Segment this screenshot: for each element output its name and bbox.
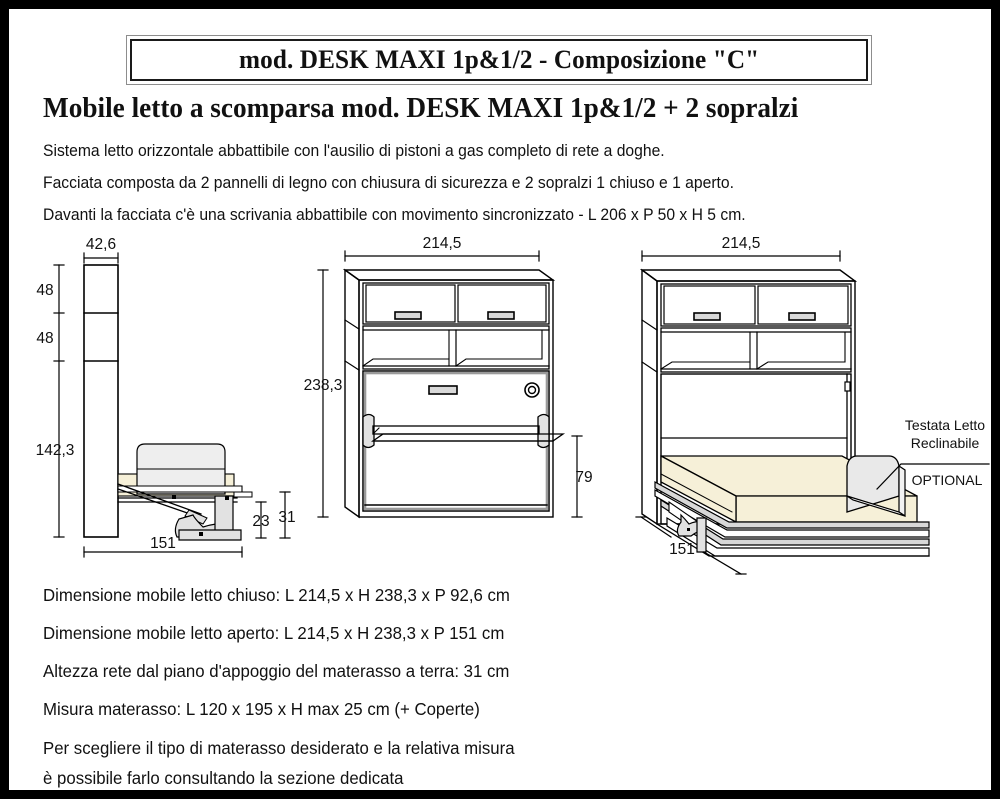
- dim-bed-height: 31: [278, 509, 296, 526]
- spec-line-2: Dimensione mobile letto aperto: L 214,5 x H 238,3 x P 151 cm: [43, 623, 505, 643]
- callout-line-1: Testata Letto: [904, 417, 986, 433]
- dim-open-depth-perspective: 151: [669, 541, 695, 558]
- dim-height-front: 238,3: [303, 377, 343, 394]
- dim-open-depth-side: 151: [150, 535, 176, 552]
- dim-upper-unit-2: 48: [36, 330, 54, 347]
- view-front-elevation: [301, 234, 611, 574]
- dim-width-front: 214,5: [422, 235, 462, 252]
- spec-line-4: Misura materasso: L 120 x 195 x H max 25 cm (+ Coperte): [43, 699, 480, 719]
- title-box-inner: [130, 39, 868, 81]
- dim-mattress-base: 23: [252, 513, 270, 530]
- description-line-2: Facciata composta da 2 pannelli di legno con chiusura di sicurezza e 2 sopralzi 1 chiuso e 1 aperto.: [43, 174, 734, 192]
- sheet-inner: [9, 9, 991, 790]
- spec-line-1: Dimensione mobile letto chiuso: L 214,5 x H 238,3 x P 92,6 cm: [43, 585, 510, 605]
- view-perspective-open: [609, 234, 1000, 584]
- dim-depth-top: 42,6: [85, 236, 117, 253]
- spec-line-3: Altezza rete dal piano d'appoggio del materasso a terra: 31 cm: [43, 661, 510, 681]
- spec-line-6: è possibile farlo consultando la sezione dedicata: [43, 768, 404, 788]
- spec-line-5: Per scegliere il tipo di materasso desiderato e la relativa misura: [43, 738, 515, 758]
- callout-line-2: Reclinabile: [910, 435, 980, 451]
- page-title: mod. DESK MAXI 1p&1/2 - Composizione "C": [238, 45, 760, 74]
- dim-desk-height: 79: [575, 469, 593, 486]
- description-line-1: Sistema letto orizzontale abbattibile con l'ausilio di pistoni a gas completo di rete a doghe.: [43, 142, 665, 160]
- description-line-3: Davanti la facciata c'è una scrivania abbattibile con movimento sincronizzato - L 206 x P 50 x H 5 cm.: [43, 206, 746, 224]
- subtitle: Mobile letto a scomparsa mod. DESK MAXI 1p&1/2 + 2 sopralzi: [43, 92, 799, 124]
- dim-width-perspective: 214,5: [721, 235, 761, 252]
- callout-optional: OPTIONAL: [911, 472, 983, 488]
- view-side-elevation: [29, 234, 309, 574]
- title-box: [126, 35, 872, 85]
- dim-lower-height: 142,3: [35, 442, 75, 459]
- dim-upper-unit-1: 48: [36, 282, 54, 299]
